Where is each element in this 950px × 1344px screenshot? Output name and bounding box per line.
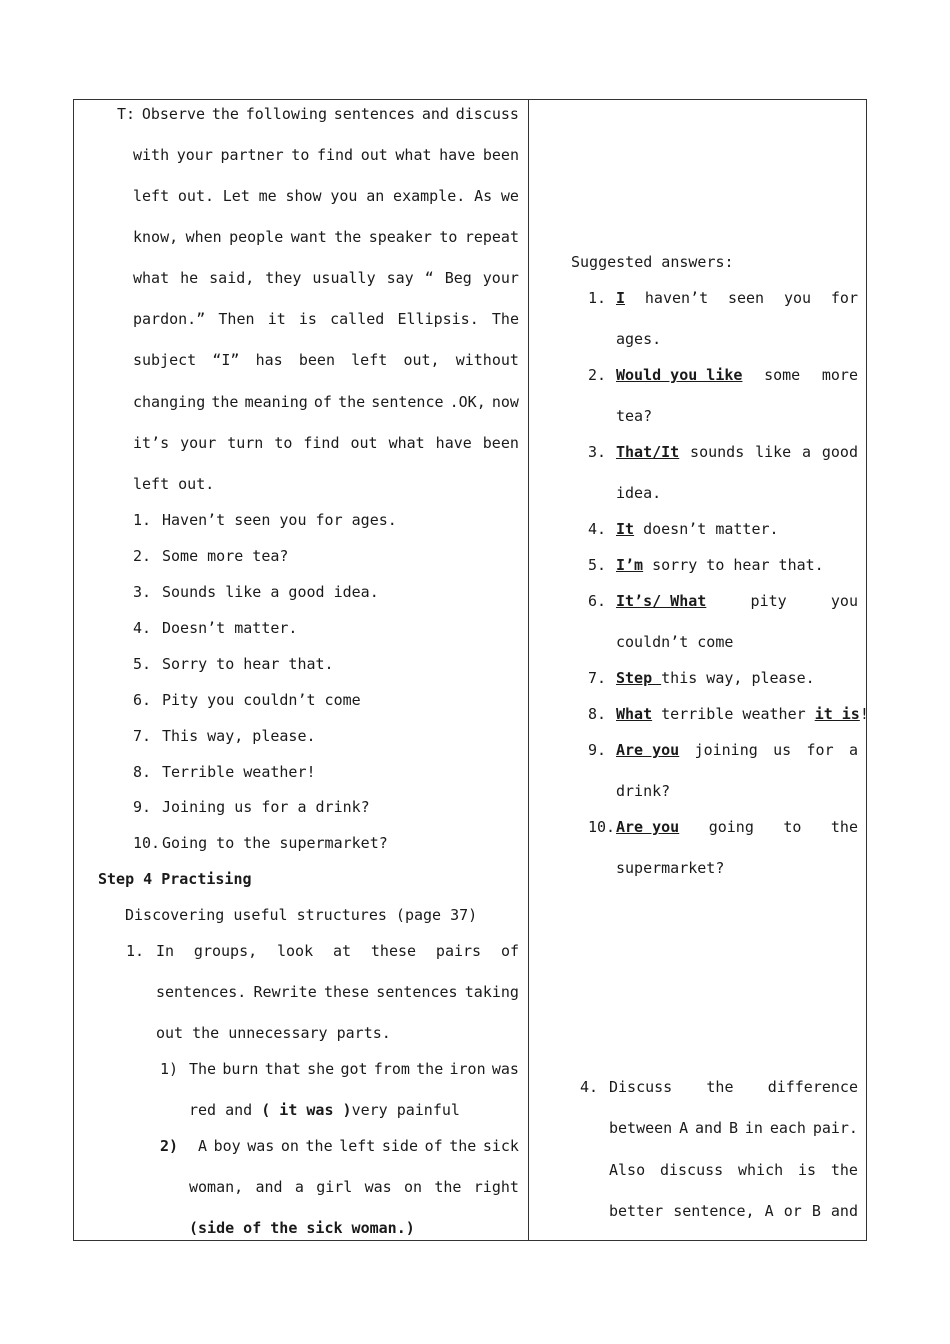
answer-line bbox=[616, 817, 858, 837]
intro-line bbox=[133, 268, 519, 288]
word: want bbox=[290, 228, 327, 246]
answer-line bbox=[616, 365, 858, 385]
word: Discuss bbox=[609, 1078, 673, 1096]
word: woman, bbox=[189, 1178, 244, 1196]
word: the bbox=[338, 393, 366, 411]
word: it bbox=[267, 310, 286, 328]
word: burn bbox=[222, 1060, 259, 1078]
word: for bbox=[806, 741, 834, 759]
word: without bbox=[455, 351, 519, 369]
example-text: Sounds like a good idea. bbox=[162, 583, 379, 601]
answer-line bbox=[616, 740, 858, 760]
task4-line bbox=[609, 1160, 858, 1180]
word: the bbox=[416, 1060, 444, 1078]
word: at bbox=[332, 942, 352, 960]
word: these bbox=[370, 942, 417, 960]
word: your bbox=[180, 434, 217, 452]
answer-filled: Are you bbox=[616, 818, 680, 836]
word: discuss bbox=[659, 1161, 724, 1179]
example-text: Doesn’t matter. bbox=[162, 619, 298, 637]
word: when bbox=[185, 228, 222, 246]
task1-line bbox=[156, 941, 519, 961]
example-number: 9. bbox=[133, 798, 152, 816]
word: have bbox=[435, 434, 472, 452]
word: sentence, bbox=[673, 1202, 755, 1220]
step-heading: Step 4 Practising bbox=[98, 870, 252, 888]
answer-number: 10. bbox=[588, 818, 616, 836]
answer-line bbox=[616, 288, 858, 308]
word: what bbox=[388, 434, 425, 452]
example-number: 10. bbox=[133, 834, 161, 852]
answer-continuation: idea. bbox=[616, 484, 662, 502]
answer-text: terrible weather bbox=[652, 705, 815, 723]
example-text: Sorry to hear that. bbox=[162, 655, 334, 673]
word: you bbox=[783, 289, 812, 307]
word: Rewrite bbox=[253, 983, 317, 1001]
example-number: 2. bbox=[133, 547, 152, 565]
word: the bbox=[211, 393, 239, 411]
word: of bbox=[500, 942, 519, 960]
example-number: 3. bbox=[133, 583, 152, 601]
word: between bbox=[609, 1119, 673, 1137]
word: an bbox=[366, 187, 385, 205]
answer-line bbox=[616, 555, 824, 575]
word: the bbox=[434, 1178, 462, 1196]
example-number: 5. bbox=[133, 655, 152, 673]
answer-filled: Would you like bbox=[616, 366, 743, 384]
word: joining bbox=[694, 741, 758, 759]
task4-number: 4. bbox=[580, 1078, 599, 1096]
word: left bbox=[133, 187, 170, 205]
word: A bbox=[764, 1202, 774, 1220]
word: B bbox=[728, 1119, 738, 1137]
word: and bbox=[421, 105, 449, 123]
answer-filled: It’s/ What bbox=[616, 592, 707, 610]
word: boy bbox=[213, 1137, 241, 1155]
answer-continuation: ages. bbox=[616, 330, 662, 348]
word: a bbox=[848, 741, 858, 759]
word: is bbox=[797, 1161, 817, 1179]
word: called bbox=[330, 310, 385, 328]
example-text: Pity you couldn’t come bbox=[162, 691, 361, 709]
word: pairs bbox=[435, 942, 482, 960]
answer-filled: I’m bbox=[616, 556, 644, 574]
task4-line bbox=[609, 1077, 858, 1097]
word: was bbox=[364, 1178, 392, 1196]
intro-line: left out. bbox=[133, 475, 215, 493]
answer-text: ! bbox=[859, 705, 869, 723]
word: right bbox=[473, 1178, 519, 1196]
word: T: bbox=[117, 105, 136, 123]
word: .OK, bbox=[449, 393, 486, 411]
suggested-answers-label: Suggested answers: bbox=[571, 253, 734, 271]
word: which bbox=[738, 1161, 784, 1179]
word: subject bbox=[133, 351, 197, 369]
column-divider bbox=[528, 100, 529, 1240]
word: seen bbox=[727, 289, 765, 307]
task4-line bbox=[609, 1201, 858, 1221]
answer-continuation: drink? bbox=[616, 782, 671, 800]
answer-line bbox=[616, 519, 779, 539]
word: now bbox=[491, 393, 519, 411]
word: she bbox=[307, 1060, 335, 1078]
answer-filled: Step bbox=[616, 669, 662, 687]
answer-number: 8. bbox=[588, 705, 607, 723]
answer-filled: Are you bbox=[616, 741, 680, 759]
word: Beg bbox=[444, 269, 472, 287]
word: we bbox=[500, 187, 519, 205]
word: show bbox=[285, 187, 322, 205]
example-text: Joining us for a drink? bbox=[162, 798, 370, 816]
answer-line bbox=[616, 591, 858, 611]
word: have bbox=[439, 146, 476, 164]
answer-line bbox=[616, 442, 858, 462]
word: sentences bbox=[376, 983, 458, 1001]
answer-number: 1. bbox=[588, 289, 607, 307]
word: you bbox=[830, 592, 858, 610]
word: your bbox=[482, 269, 519, 287]
answer-number: 7. bbox=[588, 669, 607, 687]
word: B bbox=[811, 1202, 821, 1220]
example-number: 8. bbox=[133, 763, 152, 781]
answer-filled: It bbox=[616, 520, 635, 538]
word: pity bbox=[750, 592, 787, 610]
word: in bbox=[744, 1119, 763, 1137]
word: difference bbox=[767, 1078, 858, 1096]
sub1-omitted: ( it was ) bbox=[261, 1101, 352, 1119]
word: sentences bbox=[333, 105, 416, 123]
intro-line bbox=[133, 309, 519, 329]
word: pardon.” bbox=[133, 310, 206, 328]
word: sounds bbox=[690, 443, 745, 461]
word: these bbox=[323, 983, 370, 1001]
word: been bbox=[298, 351, 335, 369]
word: Then bbox=[218, 310, 255, 328]
word: out. bbox=[177, 187, 215, 205]
example-text: This way, please. bbox=[162, 727, 316, 745]
intro-line bbox=[133, 186, 519, 206]
intro-line bbox=[117, 104, 519, 124]
word: girl bbox=[316, 1178, 353, 1196]
word: Let bbox=[222, 187, 250, 205]
answer-number: 9. bbox=[588, 741, 607, 759]
word: with bbox=[133, 146, 170, 164]
word: your bbox=[176, 146, 213, 164]
example-number: 6. bbox=[133, 691, 152, 709]
word: example. bbox=[393, 187, 466, 205]
word: taking bbox=[464, 983, 519, 1001]
word: speaker bbox=[368, 228, 432, 246]
word: that bbox=[264, 1060, 301, 1078]
word: it’s bbox=[133, 434, 170, 452]
intro-line bbox=[133, 227, 519, 247]
word: the bbox=[830, 818, 858, 836]
word: on bbox=[404, 1178, 423, 1196]
word: As bbox=[474, 187, 493, 205]
word: each bbox=[769, 1119, 806, 1137]
answer-filled: I bbox=[616, 289, 626, 307]
answer-text: doesn’t matter. bbox=[634, 520, 779, 538]
word: meaning bbox=[244, 393, 308, 411]
word: say bbox=[386, 269, 414, 287]
word: got bbox=[340, 1060, 368, 1078]
example-number: 7. bbox=[133, 727, 152, 745]
example-text: Terrible weather! bbox=[162, 763, 316, 781]
word: A bbox=[198, 1137, 208, 1155]
word: pair. bbox=[812, 1119, 858, 1137]
word: for bbox=[830, 289, 858, 307]
word: us bbox=[773, 741, 792, 759]
answer-filled: it is bbox=[814, 705, 860, 723]
word: or bbox=[783, 1202, 802, 1220]
answer-filled: That/It bbox=[616, 443, 680, 461]
word: of bbox=[424, 1137, 443, 1155]
word: people bbox=[229, 228, 284, 246]
word: changing bbox=[133, 393, 206, 411]
answer-filled: What bbox=[616, 705, 653, 723]
word: sick bbox=[482, 1137, 519, 1155]
discovering-line: Discovering useful structures (page 37) bbox=[125, 906, 478, 924]
word: a bbox=[294, 1178, 304, 1196]
word: what bbox=[395, 146, 432, 164]
word: the bbox=[334, 228, 362, 246]
word: to bbox=[439, 228, 458, 246]
word: going bbox=[708, 818, 754, 836]
word: been bbox=[482, 146, 519, 164]
word: they bbox=[265, 269, 302, 287]
word: “I” bbox=[212, 351, 240, 369]
answer-number: 6. bbox=[588, 592, 607, 610]
word: said, bbox=[209, 269, 255, 287]
word: and bbox=[255, 1178, 283, 1196]
word: In bbox=[156, 942, 175, 960]
word: the bbox=[706, 1078, 734, 1096]
word: the bbox=[305, 1137, 333, 1155]
word: been bbox=[482, 434, 519, 452]
sub1-text: very painful bbox=[351, 1101, 460, 1119]
word: to bbox=[291, 146, 310, 164]
word: me bbox=[258, 187, 277, 205]
word: and bbox=[695, 1119, 723, 1137]
sub1-line bbox=[189, 1100, 460, 1120]
word: side bbox=[381, 1137, 418, 1155]
lesson-table bbox=[73, 99, 867, 1241]
sub2-omitted: (side of the sick woman.) bbox=[189, 1219, 415, 1237]
intro-line bbox=[133, 433, 519, 453]
word: more bbox=[821, 366, 858, 384]
example-text: Going to the supermarket? bbox=[162, 834, 388, 852]
intro-line bbox=[133, 350, 519, 370]
example-number: 1. bbox=[133, 511, 152, 529]
word: groups, bbox=[193, 942, 258, 960]
answer-number: 3. bbox=[588, 443, 607, 461]
word: out, bbox=[403, 351, 440, 369]
example-number: 4. bbox=[133, 619, 152, 637]
word: Observe bbox=[141, 105, 206, 123]
word: the bbox=[211, 105, 239, 123]
word: has bbox=[255, 351, 283, 369]
word: to bbox=[783, 818, 802, 836]
answer-continuation: tea? bbox=[616, 407, 653, 425]
word: Ellipsis. bbox=[397, 310, 479, 328]
answer-continuation: supermarket? bbox=[616, 859, 725, 877]
word: and bbox=[830, 1202, 858, 1220]
word: haven’t bbox=[644, 289, 709, 307]
word: “ bbox=[424, 269, 434, 287]
sub1-line bbox=[189, 1059, 519, 1079]
answer-number: 2. bbox=[588, 366, 607, 384]
word: partner bbox=[220, 146, 284, 164]
word: The bbox=[189, 1060, 217, 1078]
word: following bbox=[245, 105, 327, 123]
word: out bbox=[360, 146, 388, 164]
example-text: Haven’t seen you for ages. bbox=[162, 511, 397, 529]
word: repeat bbox=[464, 228, 519, 246]
sub1-text: red and bbox=[189, 1101, 262, 1119]
answer-line bbox=[616, 704, 869, 724]
word: is bbox=[298, 310, 317, 328]
answer-text: sorry to hear that. bbox=[643, 556, 824, 574]
word: left bbox=[351, 351, 388, 369]
word: find bbox=[303, 434, 340, 452]
word: to bbox=[274, 434, 293, 452]
word: discuss bbox=[455, 105, 519, 123]
sub2-line bbox=[198, 1136, 519, 1156]
task1-line: out the unnecessary parts. bbox=[156, 1024, 391, 1042]
word: you bbox=[330, 187, 358, 205]
word: a bbox=[802, 443, 812, 461]
intro-line bbox=[133, 145, 519, 165]
word: of bbox=[313, 393, 332, 411]
word: usually bbox=[312, 269, 376, 287]
answer-number: 4. bbox=[588, 520, 607, 538]
task4-line bbox=[609, 1118, 858, 1138]
word: The bbox=[491, 310, 519, 328]
task1-number: 1. bbox=[126, 942, 145, 960]
word: some bbox=[764, 366, 801, 384]
word: what bbox=[133, 269, 170, 287]
task1-line bbox=[156, 982, 519, 1002]
word: on bbox=[280, 1137, 299, 1155]
word: was bbox=[491, 1060, 519, 1078]
word: was bbox=[247, 1137, 275, 1155]
answer-number: 5. bbox=[588, 556, 607, 574]
word: he bbox=[180, 269, 199, 287]
word: the bbox=[830, 1161, 858, 1179]
sub2-number: 2) bbox=[160, 1137, 179, 1155]
word: Also bbox=[609, 1161, 646, 1179]
word: sentences. bbox=[156, 983, 247, 1001]
word: from bbox=[373, 1060, 410, 1078]
intro-line bbox=[133, 392, 519, 412]
word: like bbox=[755, 443, 792, 461]
word: the bbox=[449, 1137, 477, 1155]
sub1-number: 1) bbox=[160, 1060, 179, 1078]
word: iron bbox=[449, 1060, 486, 1078]
word: left bbox=[339, 1137, 376, 1155]
word: find bbox=[316, 146, 354, 164]
answer-continuation: couldn’t come bbox=[616, 633, 734, 651]
word: look bbox=[277, 942, 314, 960]
word: turn bbox=[227, 434, 264, 452]
word: know, bbox=[133, 228, 179, 246]
sub2-line bbox=[189, 1177, 519, 1197]
example-text: Some more tea? bbox=[162, 547, 289, 565]
word: out bbox=[350, 434, 378, 452]
word: sentence bbox=[371, 393, 444, 411]
word: better bbox=[609, 1202, 664, 1220]
answer-text: this way, please. bbox=[661, 669, 815, 687]
word: A bbox=[679, 1119, 689, 1137]
word: good bbox=[821, 443, 858, 461]
answer-line bbox=[616, 668, 815, 688]
